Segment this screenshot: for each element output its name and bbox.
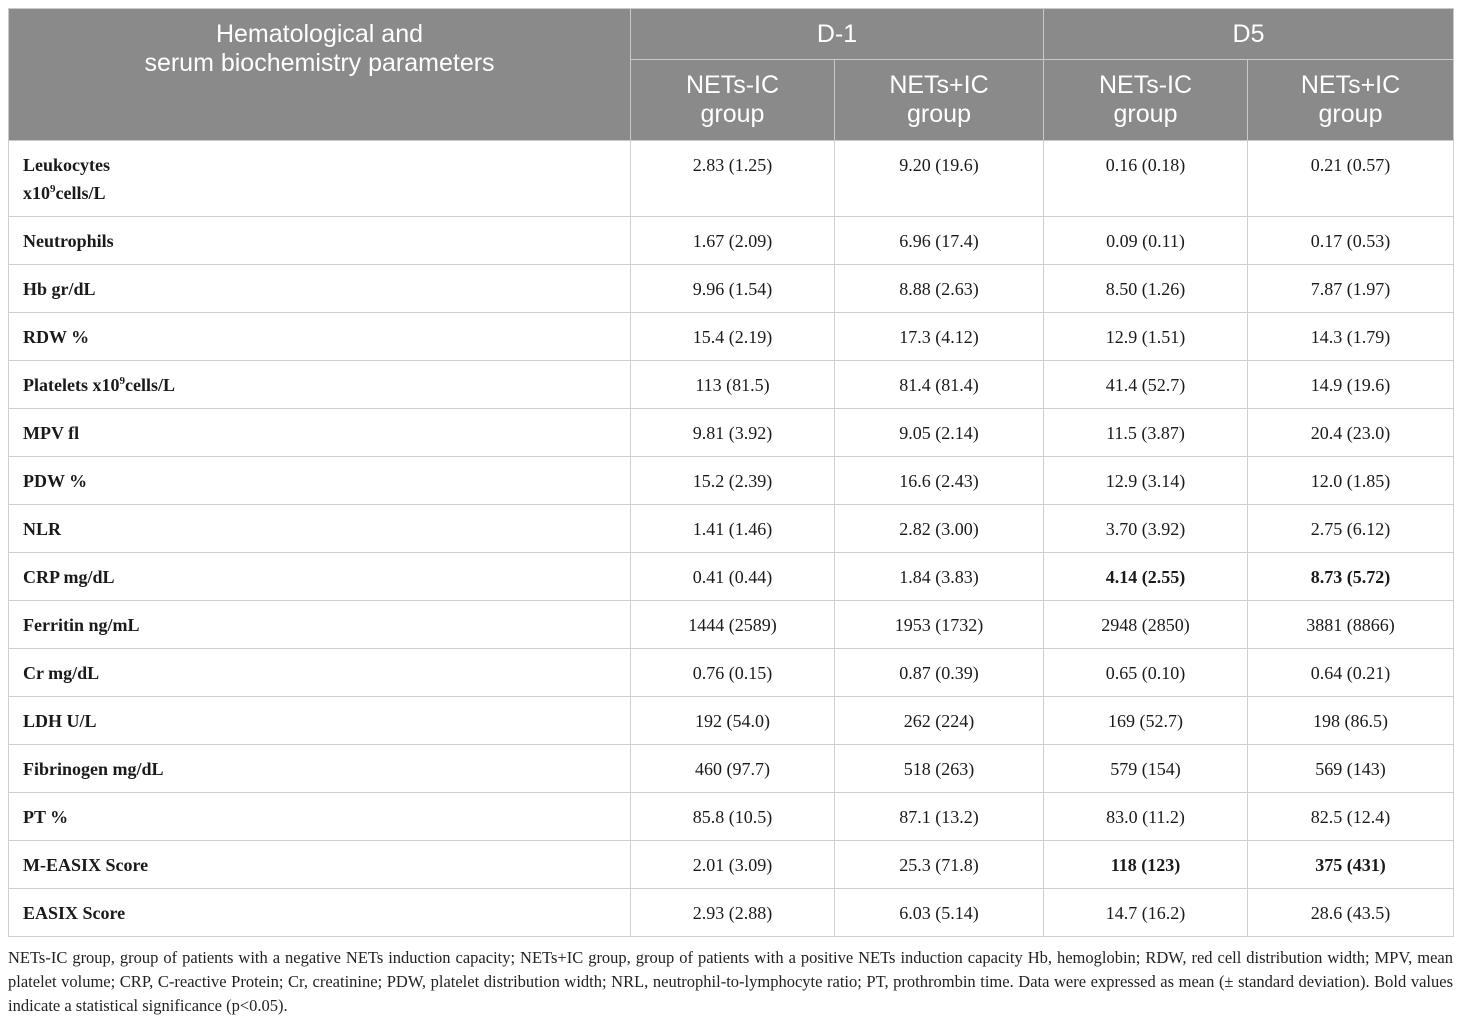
row-label: Ferritin ng/mL	[9, 601, 631, 649]
table-row	[9, 889, 1454, 937]
cell: 1.67 (2.09)	[631, 217, 835, 265]
cell: 9.05 (2.14)	[835, 409, 1044, 457]
cell: 14.7 (16.2)	[1044, 889, 1248, 937]
cell: 14.9 (19.6)	[1248, 361, 1454, 409]
table-row	[9, 505, 1454, 553]
header-d-minus-1: D-1	[631, 9, 1044, 60]
cell: 579 (154)	[1044, 745, 1248, 793]
table-row	[9, 745, 1454, 793]
cell: 3881 (8866)	[1248, 601, 1454, 649]
table-body	[9, 141, 1454, 937]
cell: 0.65 (0.10)	[1044, 649, 1248, 697]
table-row	[9, 649, 1454, 697]
table-row	[9, 841, 1454, 889]
cell: 15.2 (2.39)	[631, 457, 835, 505]
cell: 0.76 (0.15)	[631, 649, 835, 697]
table-row	[9, 409, 1454, 457]
header-d5-negative: NETs-IC group	[1044, 60, 1248, 141]
table-row	[9, 553, 1454, 601]
cell: 1.84 (3.83)	[835, 553, 1044, 601]
cell: 2.01 (3.09)	[631, 841, 835, 889]
row-label: PDW %	[9, 457, 631, 505]
cell: 8.50 (1.26)	[1044, 265, 1248, 313]
cell-significant: 375 (431)	[1248, 841, 1454, 889]
cell: 0.21 (0.57)	[1248, 141, 1454, 217]
cell: 0.64 (0.21)	[1248, 649, 1454, 697]
cell: 6.96 (17.4)	[835, 217, 1044, 265]
table-row	[9, 313, 1454, 361]
row-label: Platelets $x10^9cells/L$	[9, 361, 631, 409]
header-param-line2: serum biochemistry parameters	[144, 49, 495, 77]
table-row	[9, 457, 1454, 505]
row-label: Leukocytes $x10^9cells/L$	[9, 141, 631, 217]
table-footnote: NETs-IC group, group of patients with a negative NETs induction capacity; NETs+IC group, group of patients with a positive NETs induction capacity Hb, hemoglobin; RDW, red cell distribution width; MPV, mean platelet volume; CRP, C-reactive Protein; Cr, creatinine; PDW, platelet distribution width; NRL, neutrophil-to-lymphocyte ratio; PT, prothrombin time. Data were expressed as mean (± standard deviation). Bold values indicate a statistical significance (p<0.05).	[8, 948, 1453, 1015]
cell: 0.17 (0.53)	[1248, 217, 1454, 265]
header-d5: D5	[1044, 9, 1454, 60]
cell: 1444 (2589)	[631, 601, 835, 649]
cell-significant: 118 (123)	[1044, 841, 1248, 889]
cell: 12.0 (1.85)	[1248, 457, 1454, 505]
data-table	[8, 8, 1454, 937]
row-label: Fibrinogen mg/dL	[9, 745, 631, 793]
cell: 169 (52.7)	[1044, 697, 1248, 745]
cell: 14.3 (1.79)	[1248, 313, 1454, 361]
cell-significant: 8.73 (5.72)	[1248, 553, 1454, 601]
cell: 2.83 (1.25)	[631, 141, 835, 217]
cell: 0.09 (0.11)	[1044, 217, 1248, 265]
row-label: M-EASIX Score	[9, 841, 631, 889]
cell: 87.1 (13.2)	[835, 793, 1044, 841]
cell: 192 (54.0)	[631, 697, 835, 745]
cell: 20.4 (23.0)	[1248, 409, 1454, 457]
cell: 17.3 (4.12)	[835, 313, 1044, 361]
header-param-line1: Hematological and	[215, 20, 424, 48]
row-label: RDW %	[9, 313, 631, 361]
cell: 28.6 (43.5)	[1248, 889, 1454, 937]
table-header	[9, 9, 1454, 141]
cell: 83.0 (11.2)	[1044, 793, 1248, 841]
cell: 3.70 (3.92)	[1044, 505, 1248, 553]
cell: 0.16 (0.18)	[1044, 141, 1248, 217]
cell: 12.9 (1.51)	[1044, 313, 1248, 361]
cell: 198 (86.5)	[1248, 697, 1454, 745]
cell: 6.03 (5.14)	[835, 889, 1044, 937]
table-container	[8, 8, 1453, 937]
table-row	[9, 265, 1454, 313]
table-row	[9, 361, 1454, 409]
cell: 9.20 (19.6)	[835, 141, 1044, 217]
header-d5-positive: NETs+IC group	[1248, 60, 1454, 141]
cell: 25.3 (71.8)	[835, 841, 1044, 889]
cell: 2948 (2850)	[1044, 601, 1248, 649]
table-row	[9, 697, 1454, 745]
row-label: EASIX Score	[9, 889, 631, 937]
cell: 460 (97.7)	[631, 745, 835, 793]
row-label: Hb gr/dL	[9, 265, 631, 313]
cell: 569 (143)	[1248, 745, 1454, 793]
cell: 12.9 (3.14)	[1044, 457, 1248, 505]
table-row	[9, 601, 1454, 649]
cell: 9.81 (3.92)	[631, 409, 835, 457]
row-label: CRP mg/dL	[9, 553, 631, 601]
cell: 8.88 (2.63)	[835, 265, 1044, 313]
cell: 0.87 (0.39)	[835, 649, 1044, 697]
cell: 15.4 (2.19)	[631, 313, 835, 361]
table-row	[9, 217, 1454, 265]
header-d-minus-1-positive: NETs+IC group	[835, 60, 1044, 141]
cell: 1.41 (1.46)	[631, 505, 835, 553]
cell: 11.5 (3.87)	[1044, 409, 1248, 457]
cell: 41.4 (52.7)	[1044, 361, 1248, 409]
cell: 85.8 (10.5)	[631, 793, 835, 841]
header-parameters	[9, 9, 631, 141]
cell: 7.87 (1.97)	[1248, 265, 1454, 313]
cell: 16.6 (2.43)	[835, 457, 1044, 505]
cell: 2.93 (2.88)	[631, 889, 835, 937]
cell: 9.96 (1.54)	[631, 265, 835, 313]
row-label: Neutrophils	[9, 217, 631, 265]
cell: 0.41 (0.44)	[631, 553, 835, 601]
cell: 262 (224)	[835, 697, 1044, 745]
cell: 518 (263)	[835, 745, 1044, 793]
cell: 81.4 (81.4)	[835, 361, 1044, 409]
header-d-minus-1-negative: NETs-IC group	[631, 60, 835, 141]
cell: 82.5 (12.4)	[1248, 793, 1454, 841]
table-row	[9, 141, 1454, 217]
row-label: MPV fl	[9, 409, 631, 457]
cell: 1953 (1732)	[835, 601, 1044, 649]
cell: 2.82 (3.00)	[835, 505, 1044, 553]
row-label: NLR	[9, 505, 631, 553]
cell: 2.75 (6.12)	[1248, 505, 1454, 553]
row-label: PT %	[9, 793, 631, 841]
table-row	[9, 793, 1454, 841]
cell: 113 (81.5)	[631, 361, 835, 409]
row-label: LDH U/L	[9, 697, 631, 745]
cell-significant: 4.14 (2.55)	[1044, 553, 1248, 601]
row-label: Cr mg/dL	[9, 649, 631, 697]
